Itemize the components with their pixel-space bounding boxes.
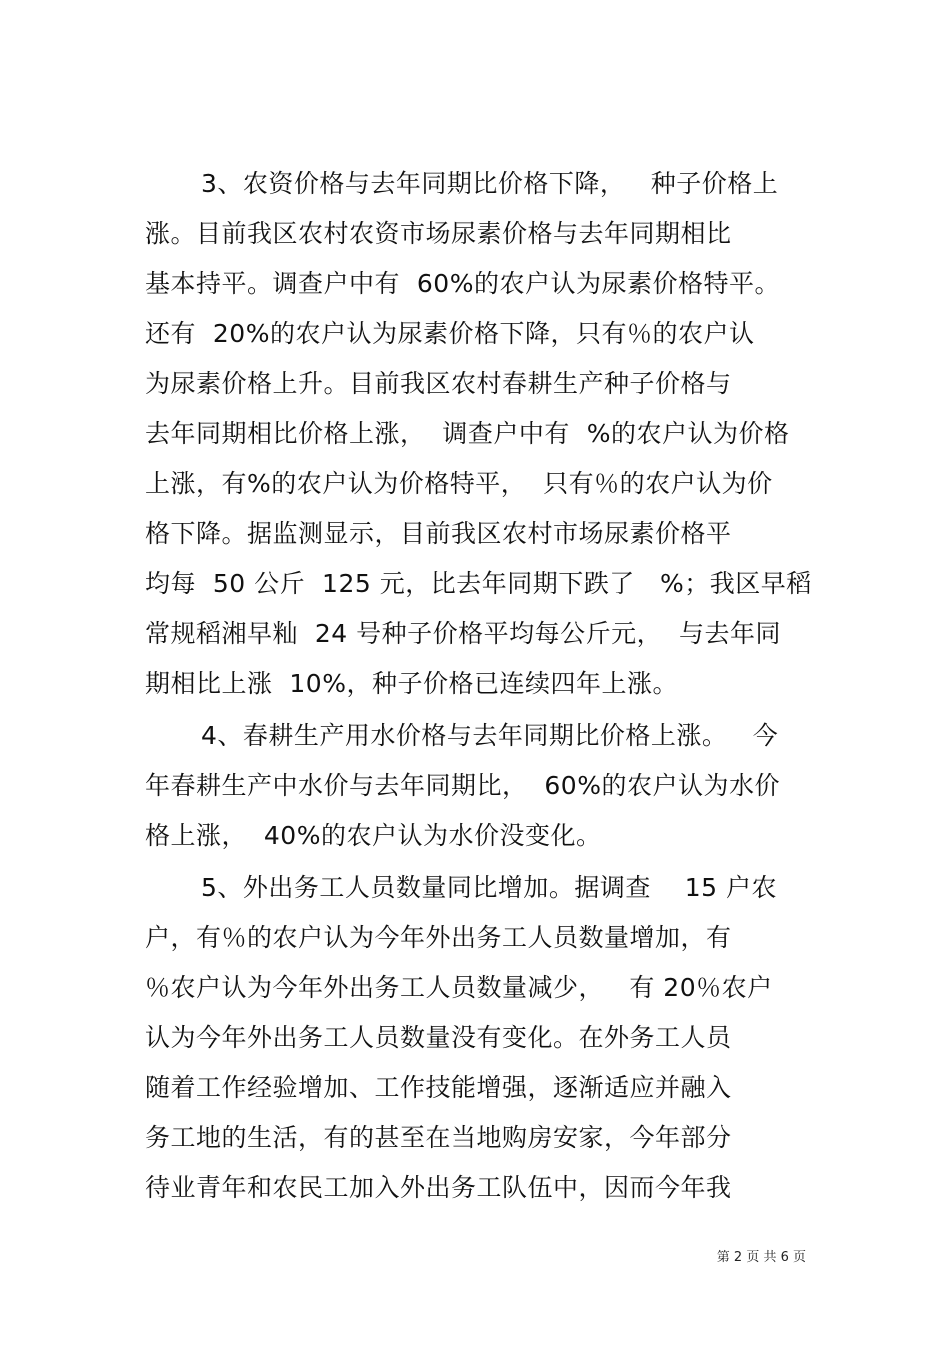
text-line: 去年同期相比价格上涨， 调查户中有 %的农户认为价格 xyxy=(145,419,790,448)
text-line: 待业青年和农民工加入外出务工队伍中，因而今年我 xyxy=(145,1173,732,1202)
text-line: 涨。目前我区农村农资市场尿素价格与去年同期相比 xyxy=(145,219,732,248)
text-line: 基本持平。调查户中有 60%的农户认为尿素价格特平。 xyxy=(145,269,780,298)
text-line: 随着工作经验增加、工作技能增强，逐渐适应并融入 xyxy=(145,1073,732,1102)
text-line: 务工地的生活，有的甚至在当地购房安家，今年部分 xyxy=(145,1123,732,1152)
text-line: 格下降。据监测显示，目前我区农村市场尿素价格平 xyxy=(145,519,732,548)
text-line: 上涨，有%的农户认为价格特平， 只有％的农户认为价 xyxy=(145,469,773,498)
text-line: 4、春耕生产用水价格与去年同期比价格上涨。 今 xyxy=(201,721,779,750)
text-line: 还有 20%的农户认为尿素价格下降，只有％的农户认 xyxy=(145,319,755,348)
text-line: 3、农资价格与去年同期比价格下降， 种子价格上 xyxy=(201,169,779,198)
text-line: 格上涨， 40%的农户认为水价没变化。 xyxy=(145,821,602,850)
text-line: ％农户认为今年外出务工人员数量减少， 有 20％农户 xyxy=(145,973,773,1002)
text-line: 期相比上涨 10%，种子价格已连续四年上涨。 xyxy=(145,669,678,698)
text-line: 认为今年外出务工人员数量没有变化。在外务工人员 xyxy=(145,1023,732,1052)
text-line: 户，有％的农户认为今年外出务工人员数量增加，有 xyxy=(145,923,732,952)
text-line: 年春耕生产中水价与去年同期比， 60%的农户认为水价 xyxy=(145,771,780,800)
text-line: 均每 50 公斤 125 元，比去年同期下跌了 %；我区早稻 xyxy=(145,569,812,598)
text-line: 为尿素价格上升。目前我区农村春耕生产种子价格与 xyxy=(145,369,732,398)
text-line: 5、外出务工人员数量同比增加。据调查 15 户农 xyxy=(201,873,777,902)
text-line: 常规稻湘早籼 24 号种子价格平均每公斤元， 与去年同 xyxy=(145,619,782,648)
page-number-footer: 第 2 页 共 6 页 xyxy=(716,1250,806,1265)
